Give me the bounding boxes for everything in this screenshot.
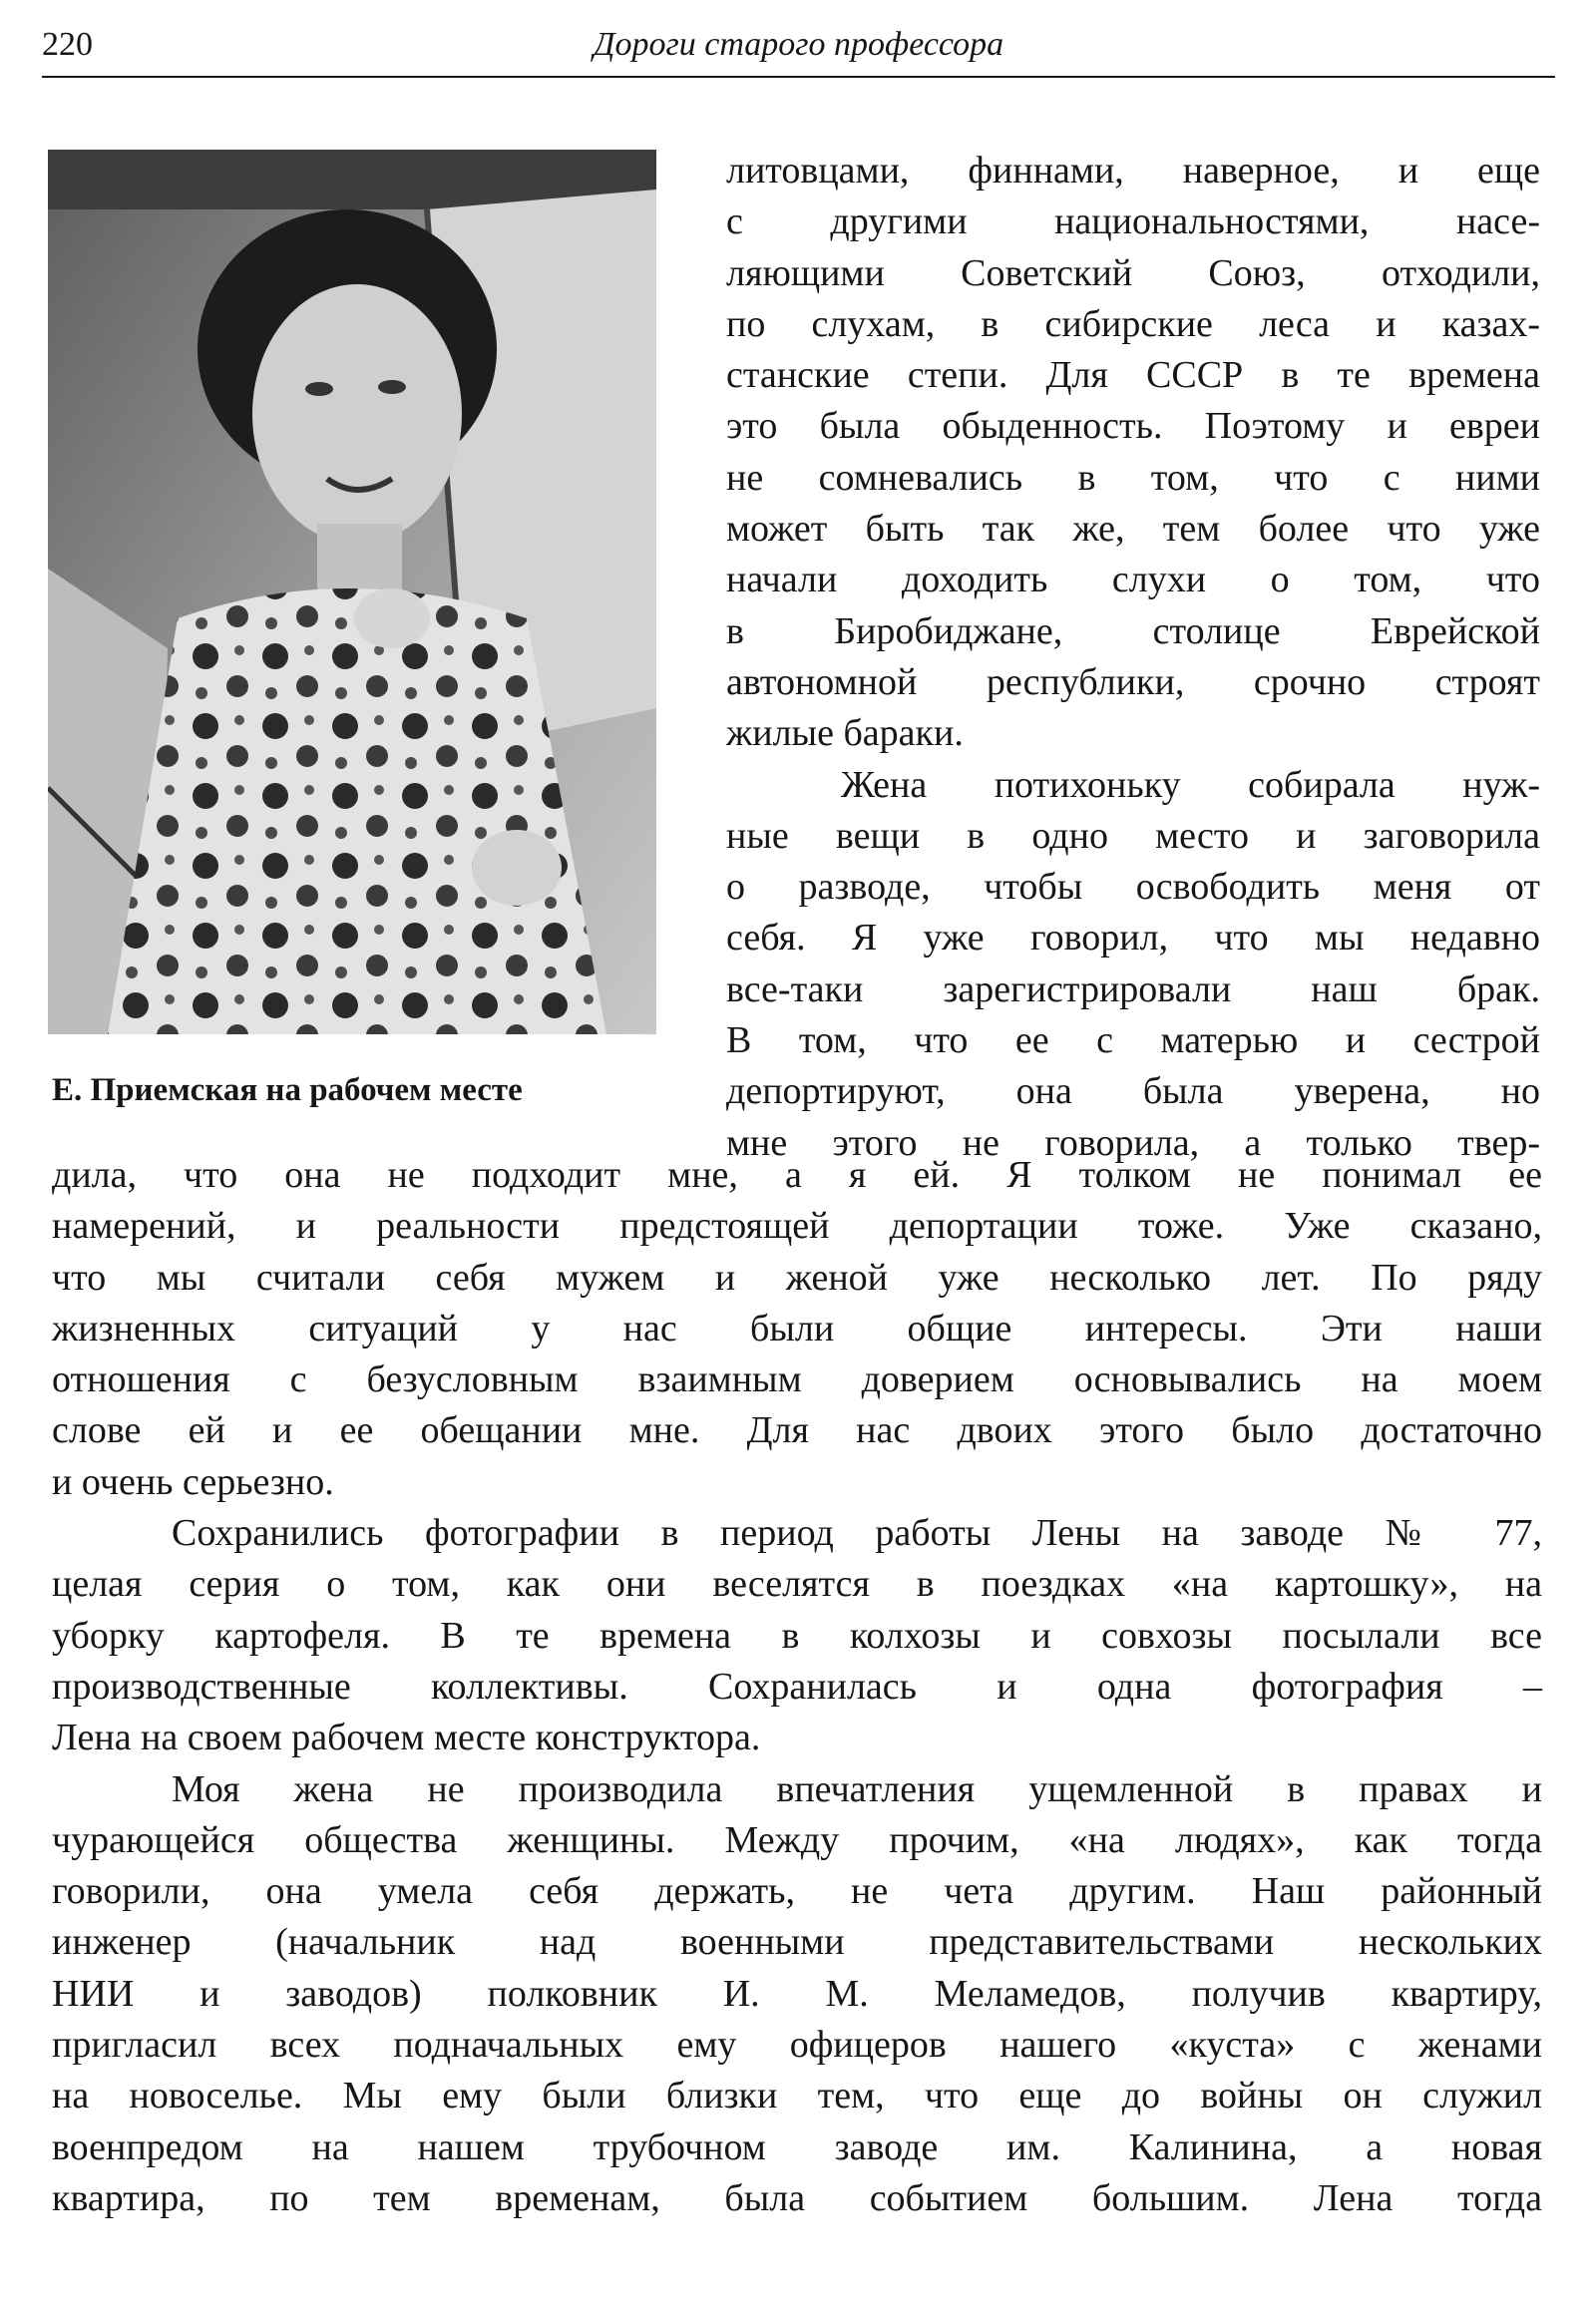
running-title: Дороги старого профессора (593, 26, 1004, 63)
portrait-illustration (48, 150, 656, 1034)
text-line: это была обыденность. Поэтому и евреи (726, 405, 1540, 448)
text-line: себя. Я уже говорил, что мы недавно (726, 917, 1540, 960)
text-line: намерений, и реальности предстоящей депортации тоже. Уже сказано, (52, 1205, 1542, 1248)
text-line: квартира, по тем временам, была событием большим. Лена тогда (52, 2176, 1542, 2219)
text-line: инженер (начальник над военными представительствами нескольких (52, 1921, 1542, 1964)
text-line: слове ей и ее обещании мне. Для нас двоих этого было достаточно (52, 1409, 1542, 1452)
text-line: Моя жена не производила впечатления ущемленной в правах и (172, 1767, 1542, 1810)
text-line: автономной республики, срочно строят (726, 660, 1540, 703)
text-line: не сомневались в том, что с ними (726, 456, 1540, 499)
page-number: 220 (42, 26, 93, 63)
text-line: производственные коллективы. Сохранилась и одна фотография – (52, 1665, 1542, 1708)
photo-caption: Е. Приемская на рабочем месте (52, 1072, 523, 1108)
text-line: ляющими Советский Союз, отходили, (726, 251, 1540, 294)
text-line: депортируют, она была уверена, но (726, 1070, 1540, 1113)
text-line: в Биробиджане, столице Еврейской (726, 609, 1540, 652)
text-line: отношения с безусловным взаимным доверием основывались на моем (52, 1358, 1542, 1401)
text-line: и очень серьезно. (52, 1460, 334, 1503)
column-text (726, 146, 1540, 1169)
full-width-text (52, 1150, 1542, 2224)
text-line: ные вещи в одно место и заговорила (726, 814, 1540, 857)
text-line: о разводе, чтобы освободить меня от (726, 866, 1540, 909)
text-line: станские степи. Для СССР в те времена (726, 354, 1540, 397)
text-line: уборку картофеля. В те времена в колхозы и совхозы посылали все (52, 1614, 1542, 1657)
text-line: литовцами, финнами, наверное, и еще (726, 150, 1540, 192)
text-line: военпредом на нашем трубочном заводе им. Калинина, а новая (52, 2125, 1542, 2168)
text-line: Сохранились фотографии в период работы Лены на заводе № 77, (172, 1512, 1542, 1555)
text-line: мне этого не говорила, а только твер- (726, 1121, 1540, 1164)
text-line: Лена на своем рабочем месте конструктора. (52, 1717, 761, 1759)
portrait-photo (48, 150, 656, 1034)
header-rule (42, 76, 1555, 78)
text-line: с другими национальностями, насе- (726, 200, 1540, 243)
text-line: может быть так же, тем более что уже (726, 508, 1540, 551)
text-line: чурающейся общества женщины. Между прочим, «на людях», как тогда (52, 1818, 1542, 1861)
text-line: говорили, она умела себя держать, не чета другим. Наш районный (52, 1870, 1542, 1913)
text-line: целая серия о том, как они веселятся в поездках «на картошку», на (52, 1563, 1542, 1606)
text-line: В том, что ее с матерью и сестрой (726, 1019, 1540, 1062)
text-line: что мы считали себя мужем и женой уже несколько лет. По ряду (52, 1256, 1542, 1299)
text-line: все-таки зарегистрировали наш брак. (726, 967, 1540, 1010)
text-line: пригласил всех подначальных ему офицеров нашего «куста» с женами (52, 2024, 1542, 2067)
text-line: дила, что она не подходит мне, а я ей. Я толком не понимал ее (52, 1154, 1542, 1196)
text-line: жизненных ситуаций у нас были общие интересы. Эти наши (52, 1307, 1542, 1349)
text-line: Жена потихоньку собирала нуж- (841, 763, 1540, 806)
text-line: начали доходить слухи о том, что (726, 559, 1540, 601)
page-header (42, 20, 1555, 78)
text-line: НИИ и заводов) полковник И. М. Меламедов, получив квартиру, (52, 1972, 1542, 2015)
text-line: жилые бараки. (726, 712, 964, 755)
text-line: по слухам, в сибирские леса и казах- (726, 302, 1540, 345)
text-line: на новоселье. Мы ему были близки тем, что еще до войны он служил (52, 2075, 1542, 2118)
